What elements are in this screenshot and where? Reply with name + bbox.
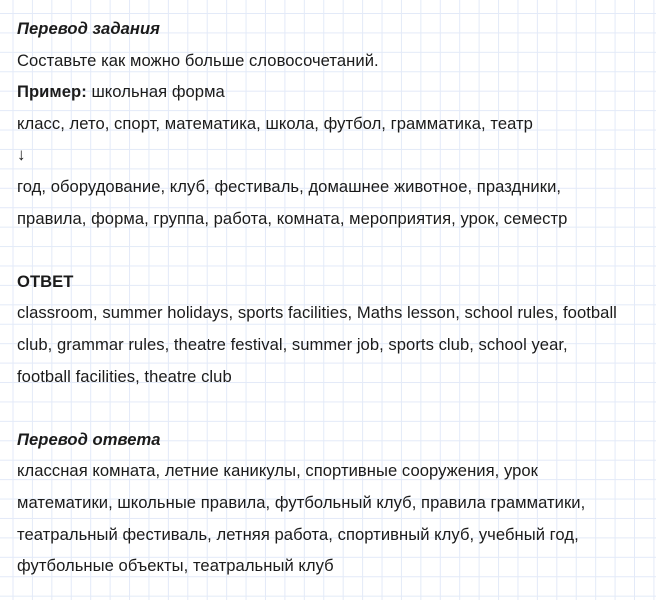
answer-translation-line-4: футбольные объекты, театральный клуб xyxy=(17,556,334,576)
answer-translation-section xyxy=(17,424,656,582)
example-line xyxy=(17,76,656,108)
word-list-one: класс, лето, спорт, математика, школа, футбол, грамматика, театр xyxy=(17,113,533,133)
document-content xyxy=(17,13,656,582)
example-value: школьная форма xyxy=(86,82,225,102)
answer-line-3: football facilities, theatre club xyxy=(17,366,232,386)
answer-section xyxy=(17,266,656,392)
spacer xyxy=(17,392,656,424)
down-arrow-icon: ↓ xyxy=(17,145,26,165)
word-list-two-line-1: год, оборудование, клуб, фестиваль, домашнее животное, праздники, xyxy=(17,176,562,196)
task-translation-heading: Перевод задания xyxy=(17,19,161,38)
answer-translation-heading: Перевод ответа xyxy=(17,429,161,449)
spacer xyxy=(17,234,656,266)
answer-line-2: club, grammar rules, theatre festival, summer job, sports club, school year, xyxy=(17,334,568,354)
answer-translation-line-1: классная комната, летние каникулы, спортивные сооружения, урок xyxy=(17,461,538,481)
answer-translation-line-2: математики, школьные правила, футбольный клуб, правила грамматики, xyxy=(17,492,586,512)
example-label: Пример: xyxy=(17,82,87,102)
answer-translation-line-3: театральный фестиваль, летняя работа, спортивный клуб, учебный год, xyxy=(17,524,579,544)
answer-heading: ОТВЕТ xyxy=(17,271,74,291)
word-list-two-line-2: правила, форма, группа, работа, комната, мероприятия, урок, семестр xyxy=(17,208,568,228)
task-translation-section xyxy=(17,13,656,234)
answer-line-1: classroom, summer holidays, sports facilities, Maths lesson, school rules, football xyxy=(17,303,617,323)
task-instruction: Составьте как можно больше словосочетаний. xyxy=(17,50,379,70)
